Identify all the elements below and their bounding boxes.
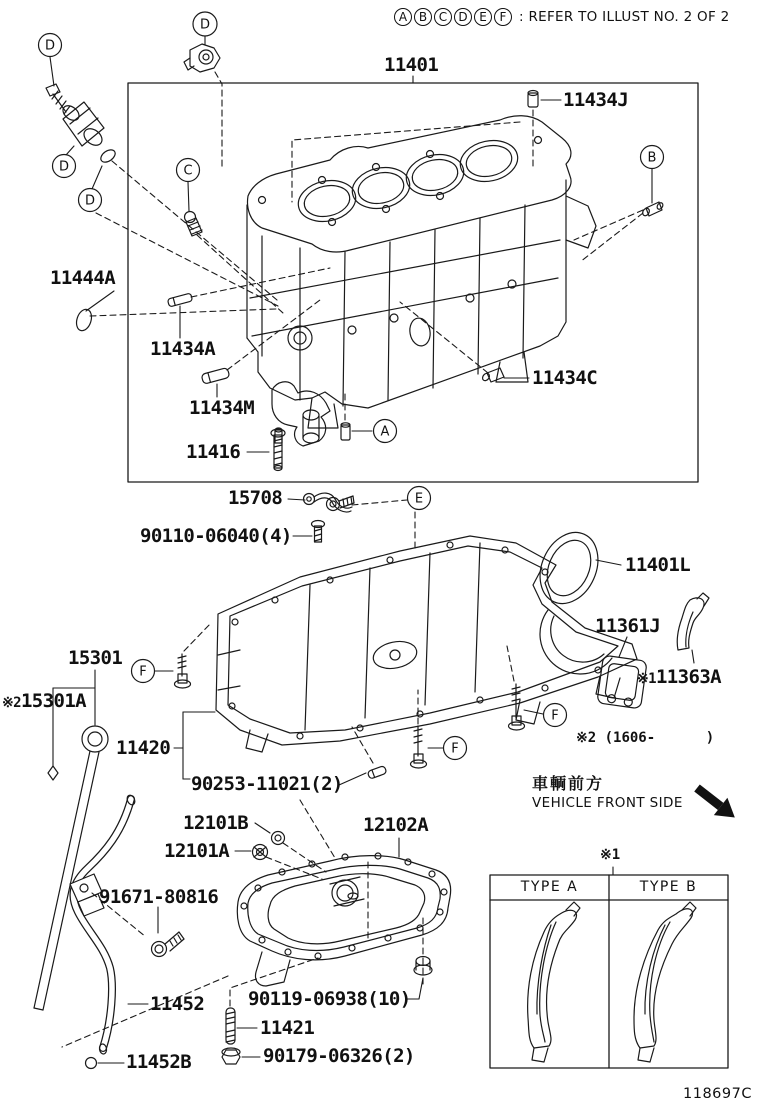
part-label-90119: 90119-06938(10) bbox=[248, 988, 411, 1010]
part-11421-stud-icon bbox=[226, 1008, 235, 1044]
callout-f2 bbox=[544, 704, 567, 727]
svg-text:C: C bbox=[183, 163, 193, 179]
svg-text:F: F bbox=[551, 708, 559, 724]
svg-text:D: D bbox=[199, 17, 211, 33]
part-label-90110: 90110-06040(4) bbox=[140, 525, 292, 547]
spec-note: ※2 (1606- ) bbox=[576, 730, 715, 746]
header-legend bbox=[394, 8, 730, 26]
callout-d2 bbox=[53, 155, 76, 178]
part-label-11363A bbox=[637, 668, 721, 687]
type-b-bracket-drawing bbox=[634, 902, 696, 1062]
valve-oring-icon bbox=[99, 147, 118, 164]
callout-d1 bbox=[39, 34, 62, 57]
guide-tube-11452-drawing bbox=[73, 794, 136, 1055]
part-label-11416: 11416 bbox=[186, 441, 241, 463]
legend-callout-a: A bbox=[394, 8, 412, 26]
part-label-11434A: 11434A bbox=[150, 338, 216, 360]
part-15708-nozzle-icon bbox=[304, 493, 353, 512]
legend-callout-d: D bbox=[454, 8, 472, 26]
vehicle-front-label-jp: 車輌前方 bbox=[532, 774, 605, 793]
legend-callout-e: E bbox=[474, 8, 492, 26]
part-C-sensor-icon bbox=[185, 212, 203, 237]
table-note: ※1 bbox=[600, 847, 621, 863]
table-header-type-b: TYPE B bbox=[639, 879, 698, 895]
part-90253-pin-icon bbox=[367, 766, 387, 780]
oil-pan-upper-drawing bbox=[216, 536, 637, 752]
callout-d3 bbox=[79, 189, 102, 212]
part-12101A-plug-icon bbox=[253, 845, 268, 860]
part-12101B-gasket-icon bbox=[272, 832, 285, 845]
table-header-type-a: TYPE A bbox=[520, 879, 579, 895]
part-label-15301A-number: 15301A bbox=[20, 690, 87, 712]
part-label-11452: 11452 bbox=[150, 993, 205, 1015]
part-90110-bolt-icon bbox=[312, 521, 325, 543]
part-90179-nut-icon bbox=[222, 1048, 240, 1064]
legend-callout-f: F bbox=[494, 8, 512, 26]
part-label-11361J: 11361J bbox=[595, 615, 661, 637]
part-B-stud-icon bbox=[641, 202, 664, 217]
part-label-90253: 90253-11021(2) bbox=[191, 773, 343, 795]
part-label-11452B: 11452B bbox=[126, 1051, 192, 1073]
vehicle-front-label-en: VEHICLE FRONT SIDE bbox=[532, 795, 683, 811]
part-11401L-seal-icon bbox=[529, 523, 608, 613]
svg-text:D: D bbox=[58, 159, 70, 175]
svg-text:B: B bbox=[647, 150, 657, 166]
part-label-11363A-prefix: ※1 bbox=[637, 671, 656, 687]
oil-control-valve-icon bbox=[46, 84, 105, 149]
part-label-15301A-prefix: ※2 bbox=[2, 695, 21, 711]
part-label-11444A: 11444A bbox=[50, 267, 116, 289]
part-11444A-gasket-icon bbox=[74, 307, 94, 332]
type-a-bracket-drawing bbox=[528, 902, 580, 1062]
svg-text:F: F bbox=[451, 741, 459, 757]
part-label-11401: 11401 bbox=[384, 54, 439, 76]
svg-text:F: F bbox=[139, 664, 147, 680]
part-label-11434C: 11434C bbox=[532, 367, 598, 389]
legend-note: : REFER TO ILLUST NO. 2 OF 2 bbox=[519, 9, 730, 25]
svg-text:D: D bbox=[84, 193, 96, 209]
part-A-plug-icon bbox=[341, 423, 350, 440]
part-label-11420: 11420 bbox=[116, 737, 171, 759]
part-11434J-plug-icon bbox=[528, 91, 538, 108]
part-label-11421: 11421 bbox=[260, 1017, 315, 1039]
svg-text:D: D bbox=[44, 38, 56, 54]
diagram-code: 118697C bbox=[683, 1086, 752, 1102]
svg-text:A: A bbox=[380, 424, 390, 440]
part-11434M-pin-icon bbox=[201, 368, 230, 385]
knock-sensor-icon bbox=[184, 44, 220, 72]
callout-f1 bbox=[132, 660, 155, 683]
vehicle-front-arrow bbox=[690, 779, 741, 826]
part-F1-bolt-icon bbox=[175, 654, 191, 688]
part-label-11434J: 11434J bbox=[563, 89, 629, 111]
callout-e bbox=[408, 487, 431, 510]
part-11434A-pin-icon bbox=[167, 293, 192, 307]
part-label-15708: 15708 bbox=[228, 487, 283, 509]
part-label-15301: 15301 bbox=[68, 647, 123, 669]
part-label-15301A bbox=[2, 692, 86, 711]
callout-f3 bbox=[444, 737, 467, 760]
dipstick-15301-drawing bbox=[34, 726, 108, 1010]
part-F3-bolt-icon bbox=[411, 726, 427, 768]
part-label-12102A: 12102A bbox=[363, 814, 429, 836]
svg-text:E: E bbox=[414, 491, 424, 507]
part-11363A-bracket-icon bbox=[677, 593, 709, 650]
part-label-11401L: 11401L bbox=[625, 554, 691, 576]
legend-callout-c: C bbox=[434, 8, 452, 26]
part-label-12101A: 12101A bbox=[164, 840, 230, 862]
part-11416-bolt-icon bbox=[271, 429, 285, 471]
part-91671-bolt-icon bbox=[152, 932, 185, 957]
callout-b bbox=[641, 146, 664, 169]
part-11452B-grommet-icon bbox=[86, 1058, 97, 1069]
block-illustration-frame bbox=[128, 83, 698, 482]
callout-d4 bbox=[193, 12, 217, 36]
part-label-11363A-number: 11363A bbox=[655, 666, 722, 688]
callout-a bbox=[374, 420, 397, 443]
legend-callout-b: B bbox=[414, 8, 432, 26]
part-label-11434M: 11434M bbox=[189, 397, 255, 419]
part-label-90179: 90179-06326(2) bbox=[263, 1045, 415, 1067]
callout-c bbox=[177, 159, 200, 182]
part-15301A-oring-icon bbox=[48, 766, 58, 780]
part-label-91671: 91671-80816 bbox=[99, 886, 219, 908]
part-label-12101B: 12101B bbox=[183, 812, 249, 834]
